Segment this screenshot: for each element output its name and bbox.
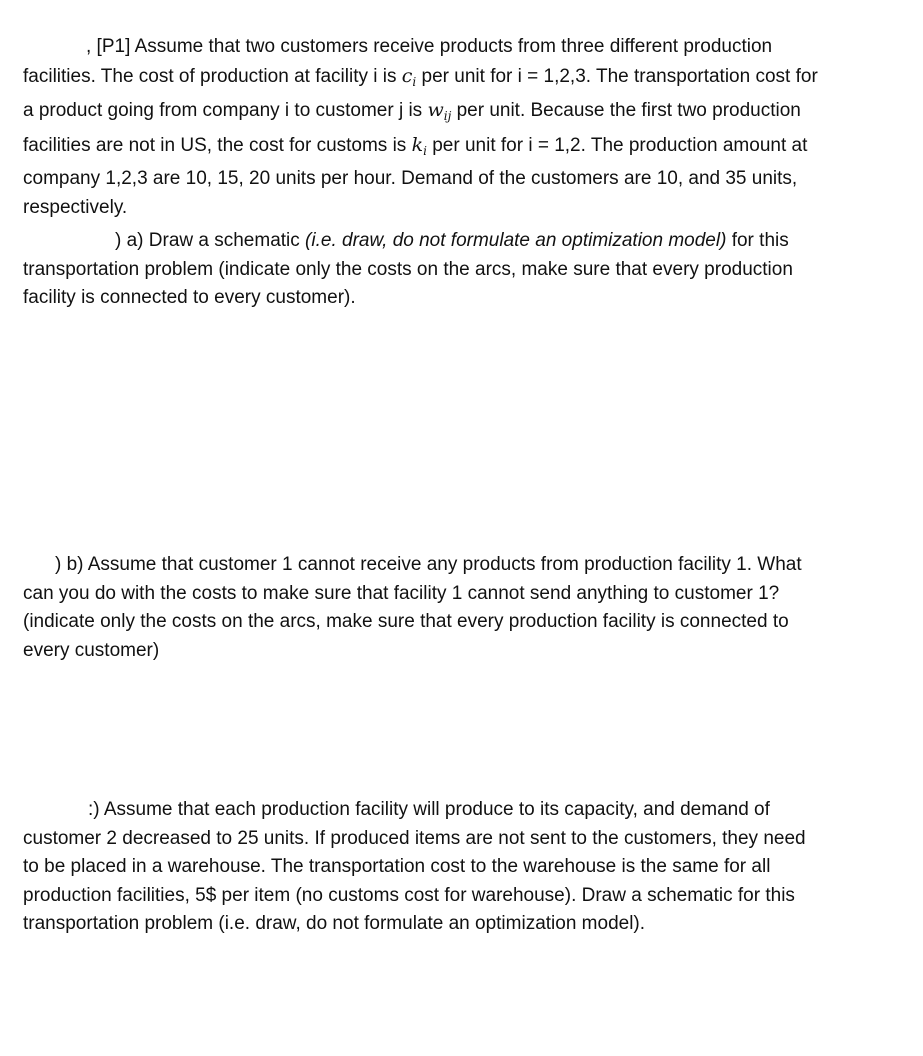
part-a-line-1-end: for this [726,230,789,251]
variable-w-subscript: ij [443,109,452,124]
question-part-c [23,796,903,939]
variable-k: k [411,133,424,156]
p1-line-4-start: facilities are not in US, the cost for customs is [23,134,412,156]
p1-line-3-end: per unit. Because the first two production [451,100,801,122]
p1-line-1: , [P1] Assume that two customers receive products from three different production [86,36,773,57]
part-c-line-2: customer 2 decreased to 25 units. If produced items are not sent to the customers, they need [23,827,806,849]
part-a-line-1-start: ) a) Draw a schematic [115,230,306,251]
p1-line-5: company 1,2,3 are 10, 15, 20 units per hour. Demand of the customers are 10, and 35 units, [23,168,798,190]
variable-c: c [401,64,413,87]
problem-statement-p1 [23,33,903,223]
part-c-line-5: transportation problem (i.e. draw, do not formulate an optimization model). [23,913,646,935]
question-part-b [23,551,903,665]
part-b-line-1: ) b) Assume that customer 1 cannot receive any products from production facility 1. What [55,554,802,575]
p1-line-6: respectively. [23,196,128,218]
part-c-line-3: to be placed in a warehouse. The transportation cost to the warehouse is the same for all [23,856,771,878]
p1-line-2-end: per unit for i = 1,2,3. The transportation cost for [416,65,818,87]
part-a-line-3: facility is connected to every customer). [23,287,356,309]
part-c-line-4: production facilities, 5$ per item (no customs cost for warehouse). Draw a schematic for this [23,884,795,906]
variable-c-subscript: i [412,74,417,89]
part-a-emphasis: (i.e. draw, do not formulate an optimization model) [305,230,727,251]
p1-line-4-end: per unit for i = 1,2. The production amount at [426,134,808,156]
part-a-line-2: transportation problem (indicate only the costs on the arcs, make sure that every production [23,258,793,280]
part-b-line-3: (indicate only the costs on the arcs, make sure that every production facility is connected to [23,611,789,633]
variable-w: w [427,99,444,122]
part-c-line-1: :) Assume that each production facility will produce to its capacity, and demand of [88,799,770,820]
part-b-line-2: can you do with the costs to make sure that facility 1 cannot send anything to customer 1? [23,582,780,604]
question-part-a [23,227,903,313]
part-b-line-4: every customer) [23,639,160,661]
p1-line-2-start: facilities. The cost of production at facility i is [23,65,402,87]
p1-line-3-start: a product going from company i to customer j is [23,100,428,122]
variable-k-subscript: i [423,143,427,158]
